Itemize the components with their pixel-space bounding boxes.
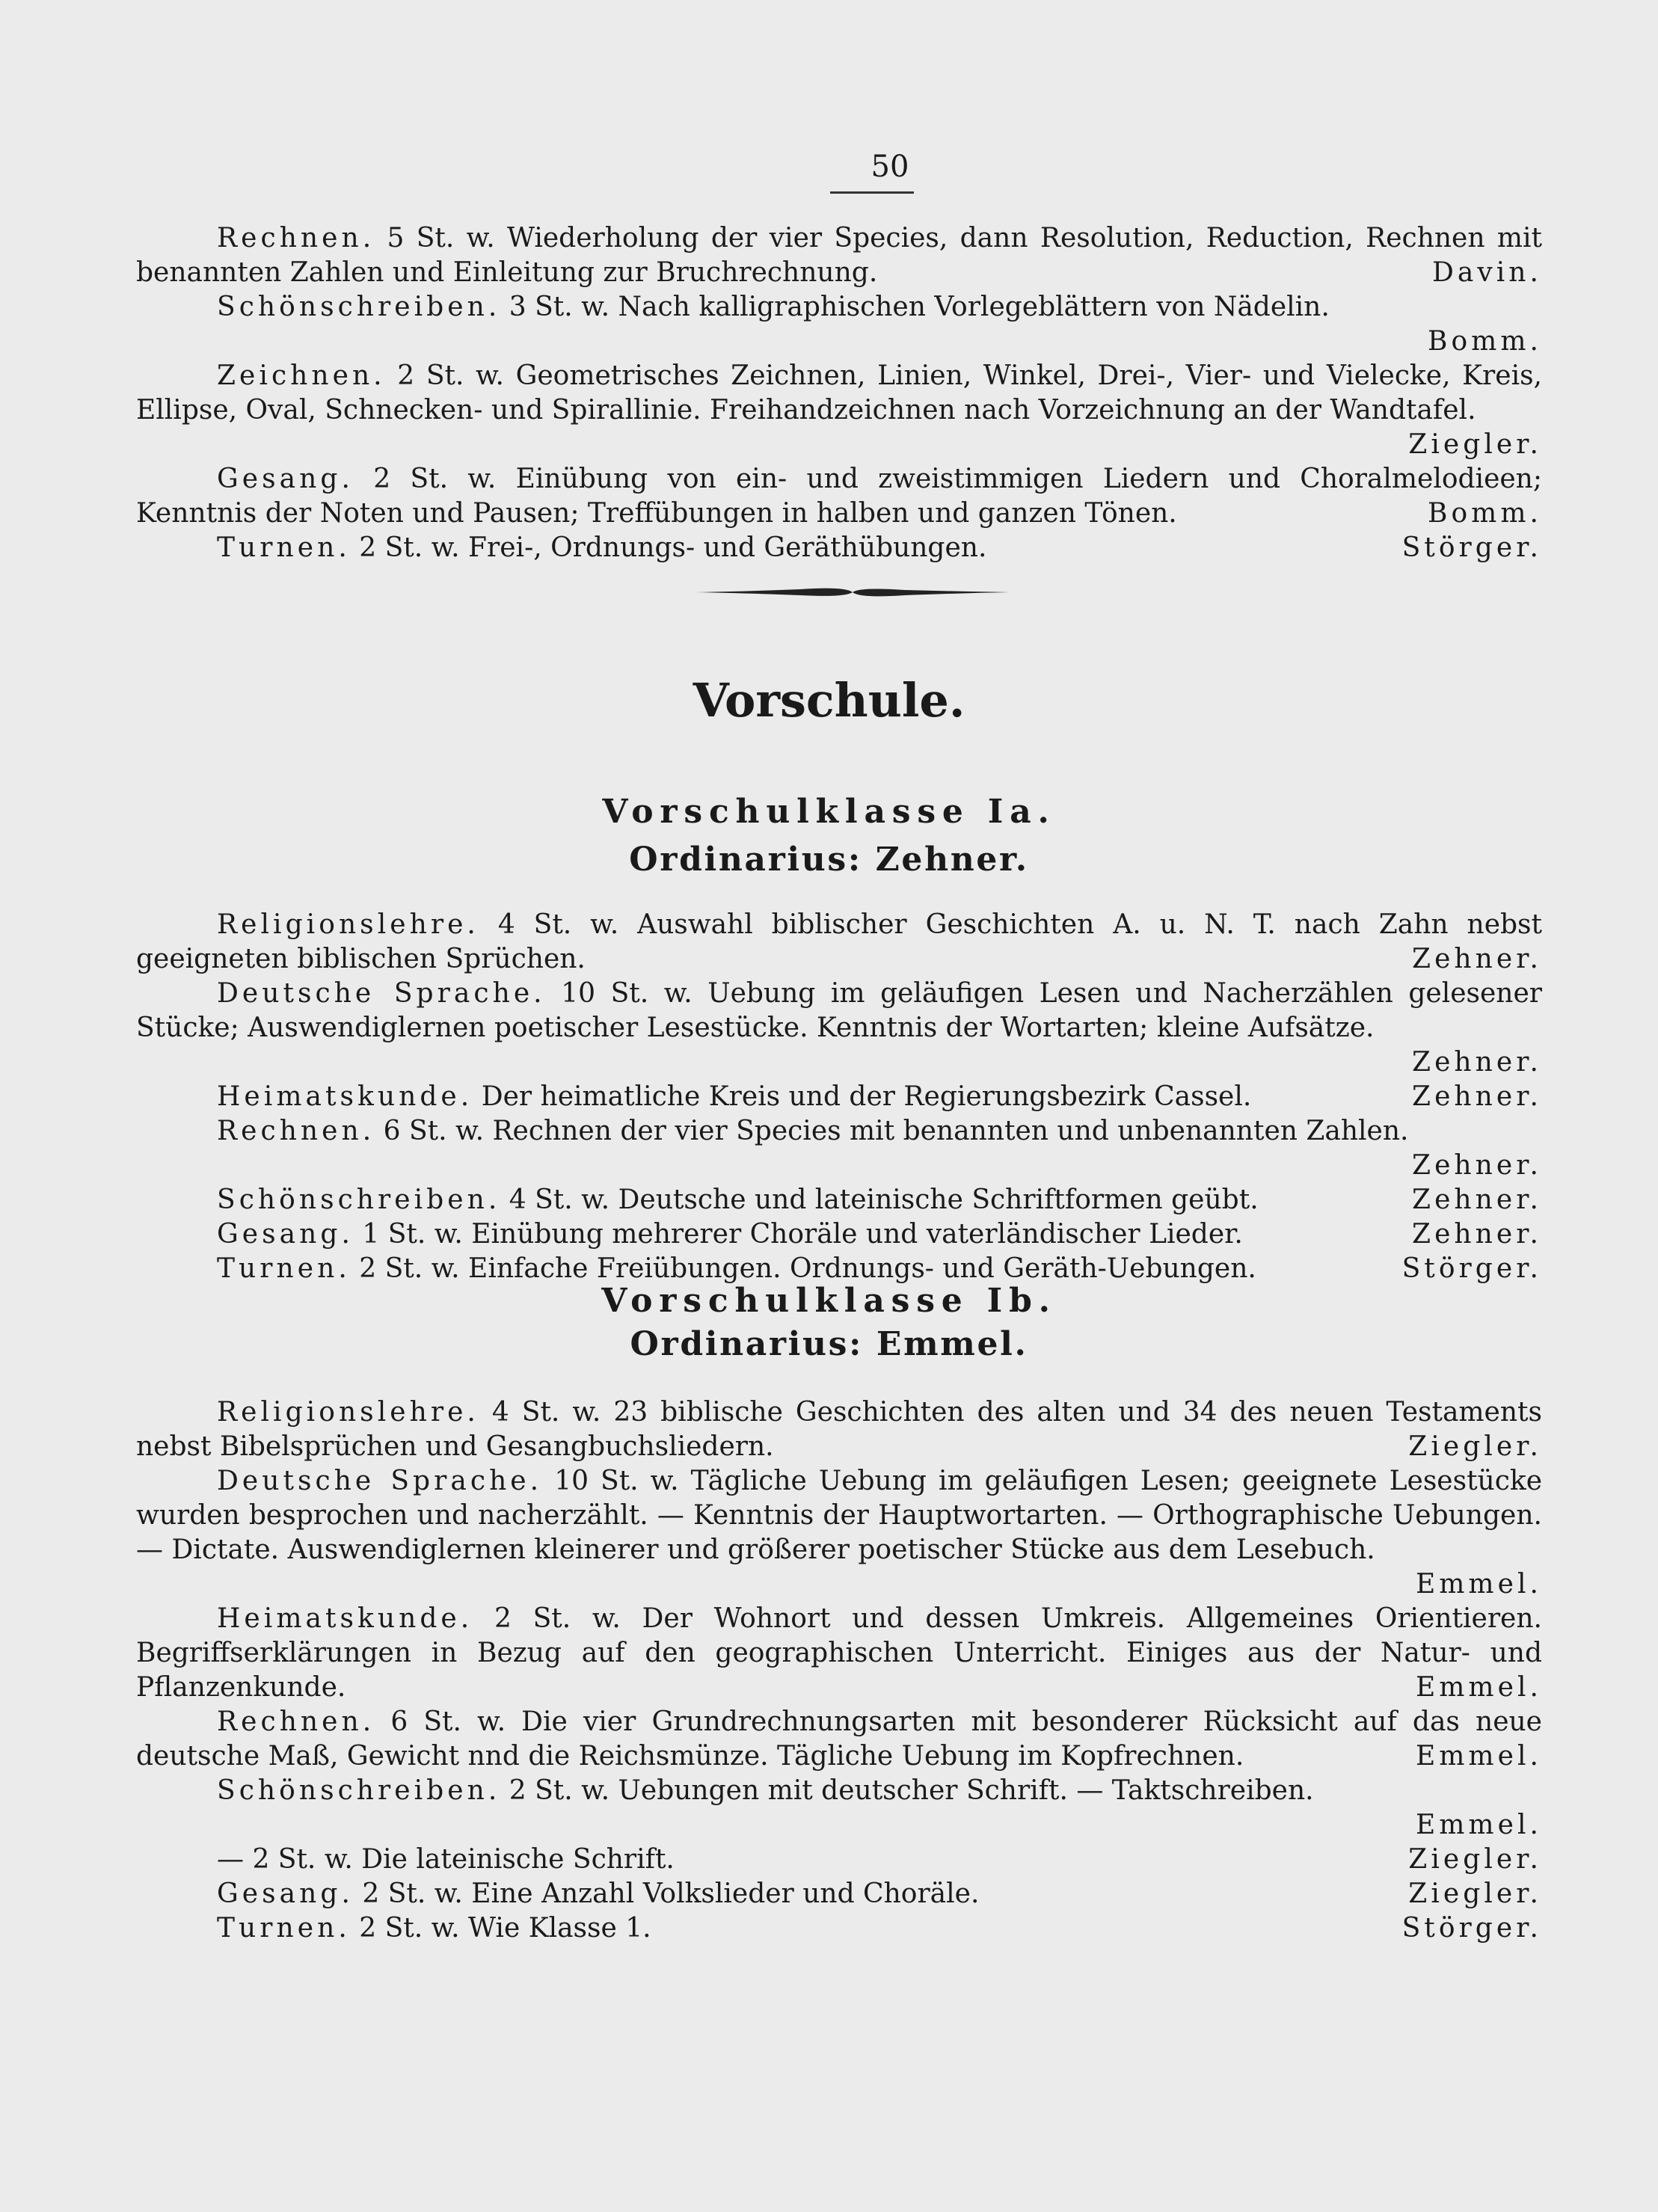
- entry-gesang: [136, 462, 1542, 531]
- class-ia-ordinarius: Ordinarius: Zehner.: [629, 841, 1029, 879]
- class-ib-ordinarius: Ordinarius: Emmel.: [630, 1325, 1028, 1363]
- ditto-dash: —: [217, 1844, 244, 1875]
- entry-rechnen: [136, 1114, 1542, 1183]
- subject-label: Schönschreiben.: [217, 1775, 501, 1806]
- entry-text: 10 St. w. Uebung im geläufigen Lesen und Nacherzählen gelesener Stücke; Auswendiglernen poetischer Lesestücke. Kenntnis der Wortarten; kleine Aufsätze.: [136, 978, 1543, 1043]
- subject-label: Schönschreiben.: [217, 1185, 501, 1215]
- teacher-name: Störger.: [1401, 1913, 1542, 1944]
- subject-label: Schönschreiben.: [217, 292, 501, 322]
- entry-heimatskunde: [136, 1602, 1542, 1705]
- entry-text: 10 St. w. Tägliche Uebung im geläufigen Lesen; geeignete Lesestücke wurden besprochen und nacherzählt. — Kenntnis der Hauptwortarten. — Orthographische Uebungen. — Dictate. Auswendiglernen kleinerer und größerer poetischer Stücke aus dem Lesebuch.: [136, 1466, 1543, 1565]
- ornament-divider: [696, 585, 1010, 600]
- teacher-name: Zehner.: [1412, 1185, 1542, 1215]
- class-ib-block: [136, 1395, 1542, 1946]
- teacher-name: Ziegler.: [1408, 1431, 1542, 1462]
- subject-label: Rechnen.: [217, 1706, 375, 1737]
- subject-label: Turnen.: [217, 1913, 351, 1944]
- entry-text: 6 St. w. Die vier Grundrechnungsarten mit besonderer Rücksicht auf das neue deutsche Maß, Gewicht nnd die Reichsmünze. Tägliche Uebung im Kopfrechnen.: [136, 1706, 1542, 1772]
- subject-label: Rechnen.: [217, 1116, 375, 1146]
- entry-text: 4 St. w. Auswahl biblischer Geschichten A. u. N. T. nach Zahn nebst geeigneten biblischen Sprüchen.: [136, 909, 1542, 974]
- teacher-name: Emmel.: [1415, 1569, 1542, 1600]
- entry-schoenschreiben-latin: [136, 1843, 1542, 1877]
- teacher-name: Emmel.: [1415, 1672, 1542, 1703]
- teacher-name: Bomm.: [1427, 326, 1542, 357]
- subject-label: Heimatskunde.: [217, 1081, 473, 1112]
- teacher-name: Störger.: [1401, 1253, 1542, 1284]
- entry-turnen: [136, 531, 1542, 565]
- entry-religion: [136, 1395, 1542, 1464]
- entry-text: 2 St. w. Eine Anzahl Volkslieder und Choräle.: [362, 1878, 980, 1909]
- class-ia-title: Vorschulklasse Ia.: [602, 793, 1056, 831]
- entry-rechnen: [136, 221, 1542, 290]
- teacher-name: Bomm.: [1427, 498, 1542, 529]
- entry-schoenschreiben: [136, 290, 1542, 359]
- subject-label: Gesang.: [217, 464, 354, 494]
- entry-text: 2 St. w. Uebungen mit deutscher Schrift. — Taktschreiben.: [509, 1775, 1314, 1806]
- subject-label: Religionslehre.: [217, 1397, 479, 1428]
- entry-text: 6 St. w. Rechnen der vier Species mit benannten und unbenannten Zahlen.: [383, 1116, 1409, 1146]
- subject-label: Zeichnen.: [217, 360, 386, 391]
- entry-text: 1 St. w. Einübung mehrerer Choräle und vaterländischer Lieder.: [362, 1219, 1243, 1250]
- subject-label: Gesang.: [217, 1219, 354, 1250]
- teacher-name: Emmel.: [1415, 1741, 1542, 1772]
- subject-label: Gesang.: [217, 1878, 354, 1909]
- entry-text: 4 St. w. Deutsche und lateinische Schriftformen geübt.: [509, 1185, 1259, 1215]
- entry-text: 2 St. w. Geometrisches Zeichnen, Linien, Winkel, Drei-, Vier- und Vielecke, Kreis, Ellipse, Oval, Schnecken- und Spirallinie. Freihandzeichnen nach Vorzeichnung an der Wandtafel.: [136, 360, 1543, 425]
- teacher-name: Davin.: [1431, 257, 1542, 288]
- entry-gesang: [136, 1217, 1542, 1252]
- teacher-name: Störger.: [1401, 532, 1542, 563]
- entry-rechnen: [136, 1705, 1542, 1774]
- teacher-name: Ziegler.: [1408, 1878, 1542, 1909]
- entry-schoenschreiben: [136, 1774, 1542, 1843]
- entry-text: 2 St. w. Einübung von ein- und zweistimmigen Liedern und Choralmelodieen; Kenntnis der Noten und Pausen; Treffübungen in halben und ganzen Tönen.: [136, 464, 1542, 529]
- subject-label: Deutsche Sprache.: [217, 1466, 543, 1496]
- entry-turnen: [136, 1911, 1542, 1946]
- teacher-name: Emmel.: [1415, 1810, 1542, 1840]
- teacher-name: Ziegler.: [1408, 429, 1542, 460]
- subject-label: Deutsche Sprache.: [217, 978, 546, 1009]
- entry-text: 2 St. w. Wie Klasse 1.: [359, 1913, 651, 1944]
- entry-religion: [136, 908, 1542, 977]
- entry-text: 3 St. w. Nach kalligraphischen Vorlegeblättern von Nädelin.: [509, 292, 1330, 322]
- subject-label: Turnen.: [217, 1253, 351, 1284]
- subject-label: Heimatskunde.: [217, 1603, 473, 1634]
- intro-block: [136, 221, 1542, 565]
- entry-heimatskunde: [136, 1080, 1542, 1114]
- teacher-name: Zehner.: [1412, 1081, 1542, 1112]
- entry-text: 2 St. w. Der Wohnort und dessen Umkreis. Allgemeines Orientieren. Begriffserklärungen in Bezug auf den geographischen Unterricht. Einiges aus der Natur- und Pflanzenkunde.: [136, 1603, 1542, 1703]
- entry-gesang: [136, 1877, 1542, 1911]
- teacher-name: Zehner.: [1412, 1150, 1542, 1181]
- section-title: Vorschule.: [693, 673, 965, 728]
- subject-label: Rechnen.: [217, 223, 375, 254]
- entry-text: Der heimatliche Kreis und der Regierungsbezirk Cassel.: [481, 1081, 1252, 1112]
- entry-text: 2 St. w. Frei-, Ordnungs- und Geräthübungen.: [359, 532, 987, 563]
- teacher-name: Zehner.: [1412, 1047, 1542, 1078]
- page-number: 50: [871, 150, 909, 184]
- entry-schoenschreiben: [136, 1183, 1542, 1217]
- entry-text: 4 St. w. 23 biblische Geschichten des alten und 34 des neuen Testaments nebst Bibelsprüchen und Gesangbuchsliedern.: [136, 1397, 1542, 1462]
- class-ib-title: Vorschulklasse Ib.: [601, 1282, 1057, 1320]
- entry-text: 2 St. w. Die lateinische Schrift.: [252, 1844, 675, 1875]
- teacher-name: Ziegler.: [1408, 1844, 1542, 1875]
- teacher-name: Zehner.: [1412, 1219, 1542, 1250]
- subject-label: Turnen.: [217, 532, 351, 563]
- page-number-rule: [830, 191, 914, 194]
- entry-zeichnen: [136, 359, 1542, 462]
- entry-text: 5 St. w. Wiederholung der vier Species, dann Resolution, Reduction, Rechnen mit benannten Zahlen und Einleitung zur Bruchrechnung.: [136, 223, 1542, 288]
- entry-text: 2 St. w. Einfache Freiübungen. Ordnungs- und Geräth-Uebungen.: [359, 1253, 1256, 1284]
- subject-label: Religionslehre.: [217, 909, 479, 940]
- teacher-name: Zehner.: [1412, 944, 1542, 974]
- class-ia-block: [136, 908, 1542, 1286]
- entry-deutsch: [136, 1464, 1542, 1602]
- entry-deutsch: [136, 977, 1542, 1080]
